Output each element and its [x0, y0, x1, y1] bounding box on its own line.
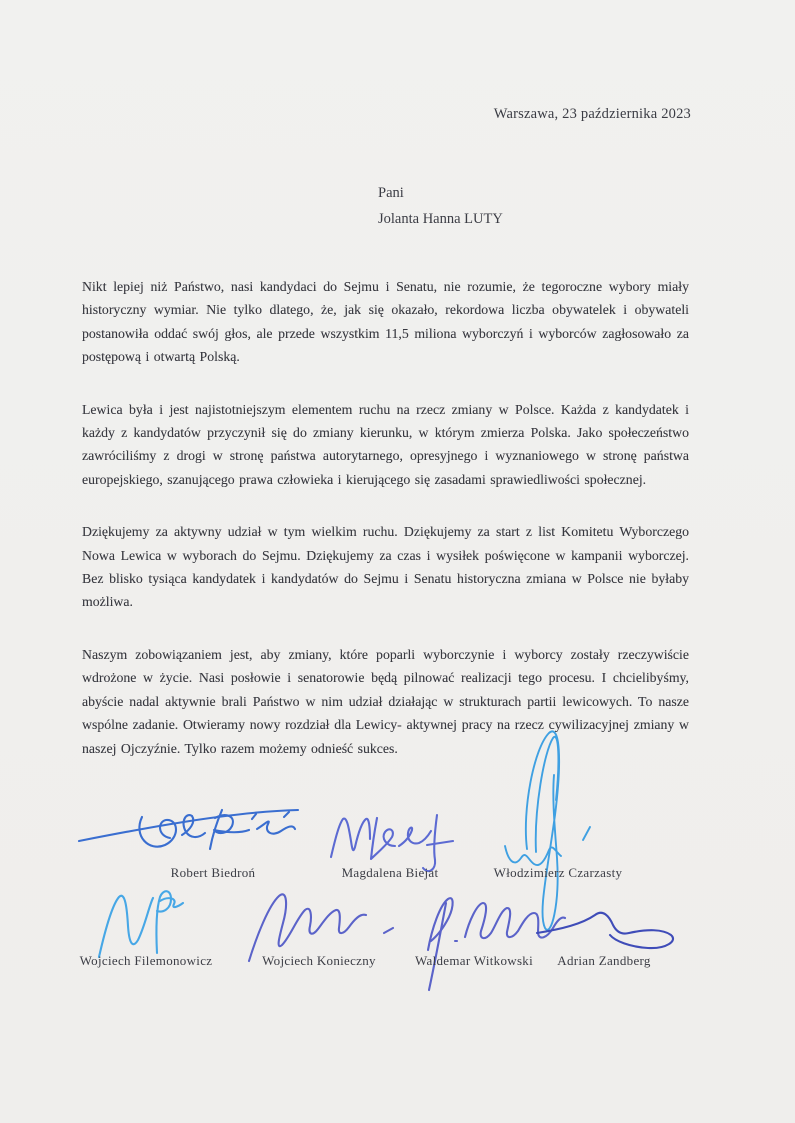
recipient-block [378, 181, 503, 232]
signatory-name-wojciech-filemonowicz: Wojciech Filemonowicz [79, 953, 213, 968]
signature-adrian-zandberg-ink [537, 913, 673, 948]
signatory-name-magdalena-biejat: Magdalena Biejat [341, 865, 439, 880]
paragraph-3: Dziękujemy za aktywny udział w tym wielkim ruchu. Dziękujemy za start z list Komitetu Wyborczego Nowa Lewica w wyborach do Sejmu. Dziękujemy za czas i wysiłek poświęcone w kampanii wyborczej. Bez blisko tysiąca kandydatek i kandydatów do Sejmu i Senatu historyczna zmiana w Polsce nie byłaby możliwa. [82, 524, 689, 610]
recipient-salutation: Pani [378, 185, 404, 201]
paragraph-2: Lewica była i jest najistotniejszym elementem ruchu na rzecz zmiany w Polsce. Każda z kandydatek i każdy z kandydatów przyczynił się do zmiany kierunku, w którym zmierza Polska. Jako społeczeństwo zawróciliśmy z drogi w stronę państwa autorytarnego, opresyjnego i wyznaniowego w stronę państwa europejskiego, szanującego prawa człowieka i kierującego się zasadami sprawiedliwości społecznej. [82, 401, 689, 487]
signatory-name-wlodzimierz-czarzasty: Włodzimierz Czarzasty [493, 865, 623, 880]
date-line: Warszawa, 23 października 2023 [493, 106, 691, 122]
signatory-name-adrian-zandberg: Adrian Zandberg [557, 953, 651, 968]
signature-robert-biedron-ink [79, 810, 298, 849]
signature-wojciech-konieczny-ink [249, 894, 393, 961]
recipient-name: Jolanta Hanna LUTY [378, 210, 503, 227]
signature-wojciech-filemonowicz-ink [99, 891, 183, 957]
signature-waldemar-witkowski-ink [428, 898, 565, 990]
paragraph-1: Nikt lepiej niż Państwo, nasi kandydaci do Sejmu i Senatu, nie rozumie, że tegoroczne wybory miały historyczny wymiar. Nie tylko dlatego, że, jak się okazało, rekordowa liczba obywatelek i obywateli postanowiła oddać swój głos, ale przede wszystkim 11,5 miliona wyborczyń i wyborców zagłosowało za postępową i otwartą Polską. [82, 279, 689, 365]
paragraph-4: Naszym zobowiązaniem jest, aby zmiany, które poparli wyborczynie i wyborcy zostały rzeczywiście wdrożone w życie. Nasi posłowie i senatorowie będą pilnować realizacji tego procesu. I chcielibyśmy, abyście nadal aktywnie brali Państwo w nim udział działając w strukturach partii lewicowych. To nasze wspólne zadanie. Otwieramy nowy rozdział dla Lewicy- aktywnej pracy na rzecz cywilizacyjnej zmiany w naszej Ojczyźnie. Tylko razem możemy odnieść sukces. [82, 646, 689, 756]
signatory-name-wojciech-konieczny: Wojciech Konieczny [262, 953, 376, 968]
signatory-name-robert-biedron: Robert Biedroń [170, 865, 256, 880]
letter-body [82, 275, 689, 789]
signature-magdalena-biejat-ink [331, 815, 453, 871]
signatory-name-waldemar-witkowski: Waldemar Witkowski [414, 953, 534, 968]
